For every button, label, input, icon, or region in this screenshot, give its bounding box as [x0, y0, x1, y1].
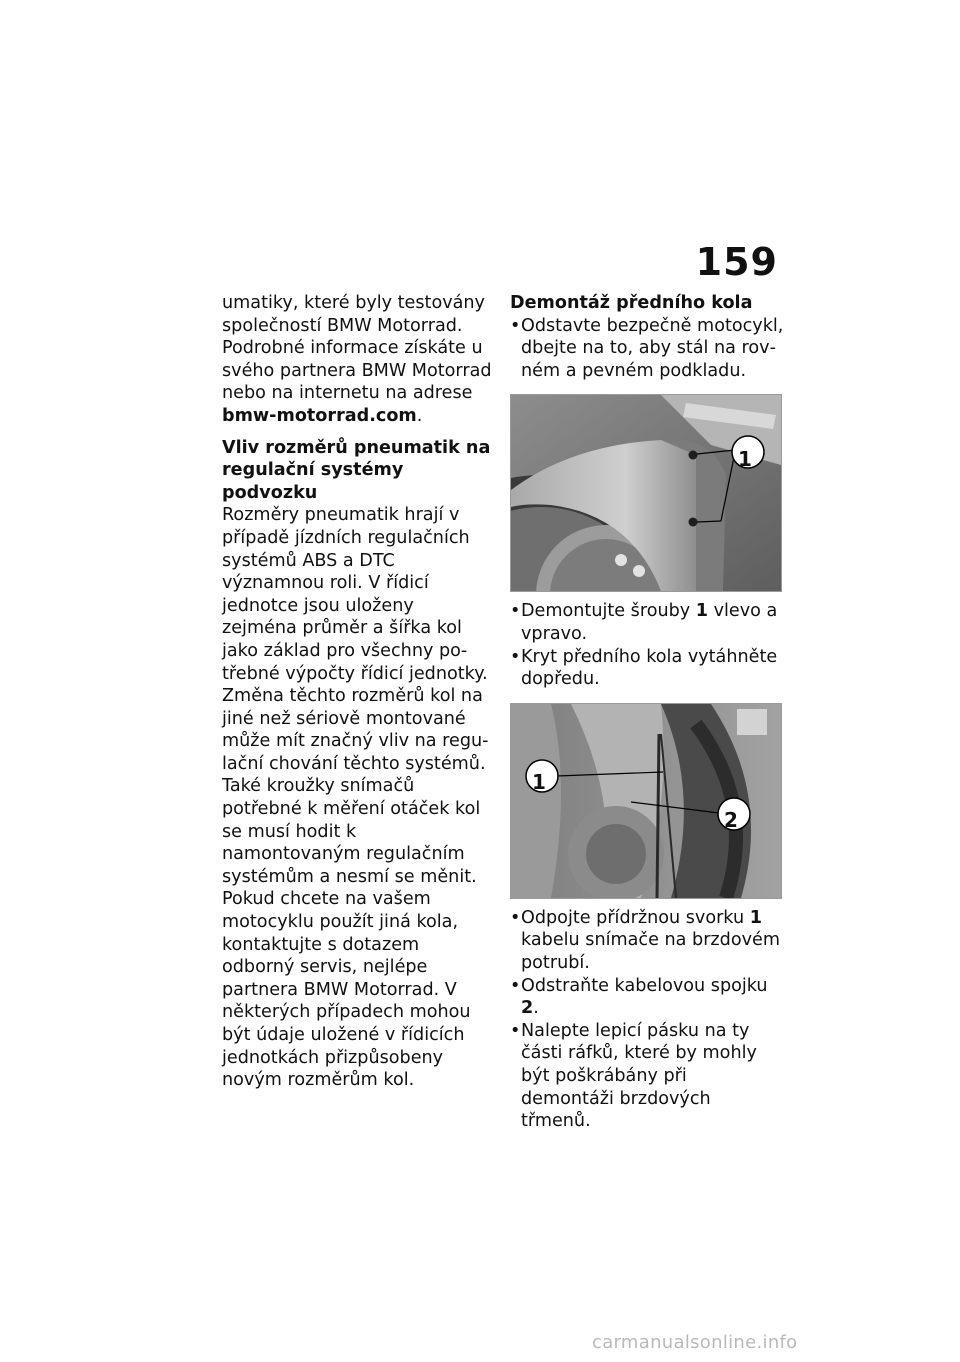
figure2-callout-2: 2: [724, 807, 738, 832]
tyre-size-paragraph: Rozměry pneumatik hrají v případě jízdních regulačních systémů ABS a DTC významnou roli. V řídicí jednotce jsou uloženy zejména průměr a šířka kol jako základ pro všechny potřebné výpočty řídicí jednotky. Změna těchto rozměrů kol na jiné než sériově montované může mít značný vliv na regulační chování těchto systémů. Také kroužky snímačů potřebné k měření otáček kol se musí hodit k namontovaným regulačním systémům a nesmí se měnit.: [222, 505, 489, 887]
figure-fender-screws: [510, 394, 782, 592]
website-link[interactable]: bmw-motorrad.com: [222, 405, 417, 426]
step-apply-tape: • Nalepte lepicí pásku na ty části ráfků, které by mohly být poškrábány při demontáži brzdových třmenů.: [510, 1020, 784, 1133]
intro-paragraph: [222, 292, 494, 428]
figure1-callout-1: 1: [738, 447, 752, 472]
step-detach-clip: • Odpojte přídržnou svorku 1 kabelu snímače na brzdovém potrubí.: [510, 907, 784, 975]
watermark: carmanualsonline.info: [592, 1332, 798, 1353]
left-column: [222, 292, 494, 1092]
step-park-motorcycle: • Odstavte bezpečně motocykl, dbejte na to, aby stál na rovném a pevném podkladu.: [510, 315, 784, 383]
step-remove-screws: • Demontujte šrouby 1 vlevo a vpravo.: [510, 600, 784, 645]
page-number: 159: [695, 240, 778, 284]
contact-paragraph: Pokud chcete na vašem motocyklu použít jiná kola, kontaktujte s dotazem odborný servis, nejlépe partnera BMW Motorrad. V některých případech mohou být údaje uložené v řídicích jednotkách přizpůsobeny novým rozměrům kol.: [222, 889, 471, 1091]
right-column: [510, 292, 784, 1133]
section-heading-wheel-removal: Demontáž předního kola: [510, 293, 753, 313]
intro-end: .: [416, 405, 423, 426]
figure-cable-clip: [510, 703, 782, 899]
step-pull-cover: • Kryt předního kola vytáhněte dopředu.: [510, 646, 784, 691]
section-heading-tyre-size: Vliv rozměrů pneumatik na regulační systémy podvozku: [222, 437, 491, 503]
steps-list-1: [510, 315, 784, 383]
intro-text: umatiky, které byly testovány společností BMW Motorrad. Podrobné informace získáte u svého partnera BMW Motorrad nebo na internetu na adrese: [222, 293, 492, 404]
steps-list-3: [510, 907, 784, 1133]
fender-photo-illustration: [511, 395, 781, 591]
cable-clip-photo-illustration: [511, 704, 781, 898]
step-remove-cable-tie: • Odstraňte kabelovou spojku 2.: [510, 975, 784, 1020]
figure2-callout-1: 1: [532, 769, 546, 794]
steps-list-2: [510, 600, 784, 690]
